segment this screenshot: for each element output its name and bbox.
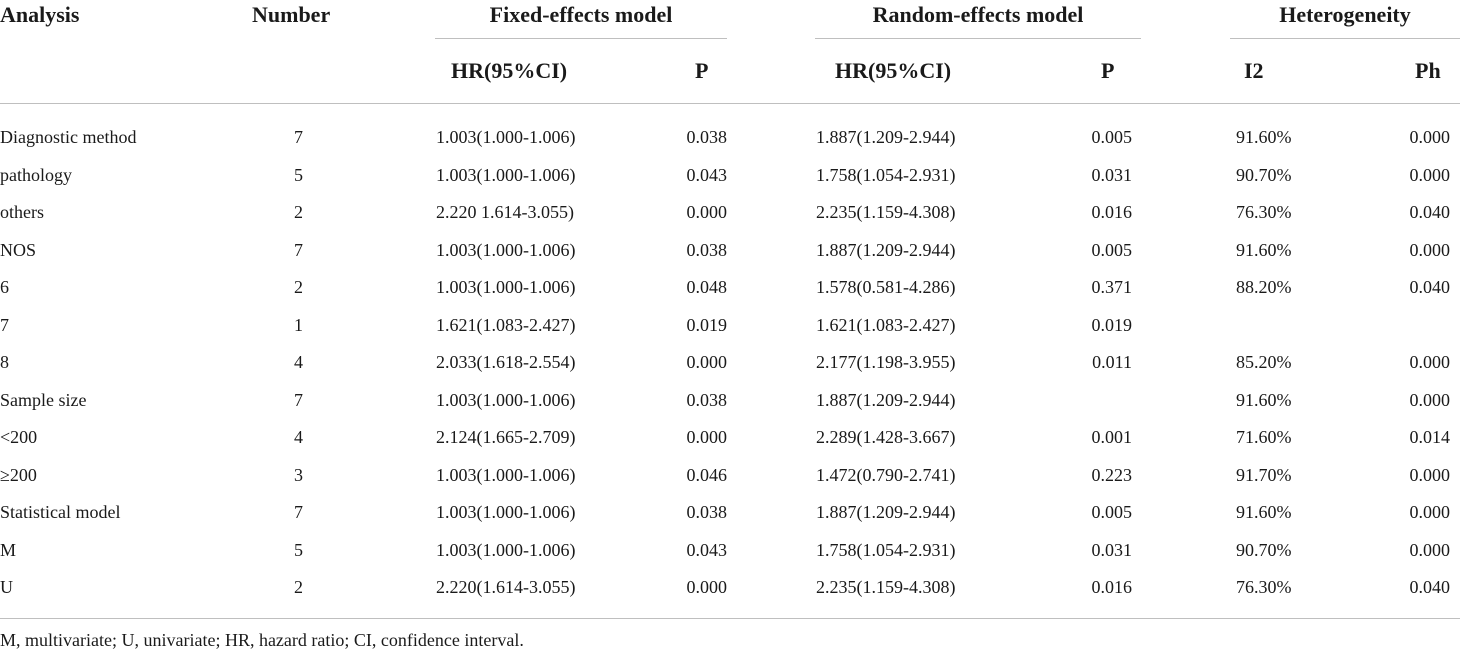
cell-number: 5 bbox=[294, 165, 303, 185]
cell-number: 2 bbox=[294, 277, 303, 297]
fixed-group-rule bbox=[435, 38, 727, 39]
cell-i2: 91.60% bbox=[1236, 127, 1292, 147]
cell-p-random: 0.371 bbox=[1091, 277, 1132, 297]
cell-hr-fixed: 2.124(1.665-2.709) bbox=[436, 427, 576, 447]
cell-p-fixed: 0.000 bbox=[686, 577, 727, 597]
header-p-fixed: P bbox=[695, 58, 709, 83]
cell-p-random: 0.016 bbox=[1091, 577, 1132, 597]
cell-number: 7 bbox=[294, 502, 303, 522]
cell-ph: 0.000 bbox=[1409, 352, 1450, 372]
cell-ph: 0.000 bbox=[1409, 240, 1450, 260]
cell-hr-fixed: 1.003(1.000-1.006) bbox=[436, 165, 576, 185]
cell-p-fixed: 0.038 bbox=[686, 240, 727, 260]
cell-analysis: others bbox=[0, 202, 44, 222]
cell-p-fixed: 0.000 bbox=[686, 202, 727, 222]
cell-hr-fixed: 1.003(1.000-1.006) bbox=[436, 465, 576, 485]
cell-hr-fixed: 2.220(1.614-3.055) bbox=[436, 577, 576, 597]
cell-analysis: ≥200 bbox=[0, 465, 37, 485]
cell-p-random: 0.019 bbox=[1091, 315, 1132, 335]
cell-ph: 0.000 bbox=[1409, 465, 1450, 485]
cell-p-random: 0.005 bbox=[1091, 240, 1132, 260]
header-heterogeneity: Heterogeneity bbox=[1279, 2, 1411, 27]
cell-p-fixed: 0.000 bbox=[686, 427, 727, 447]
cell-analysis: 7 bbox=[0, 315, 9, 335]
cell-analysis: M bbox=[0, 540, 17, 560]
cell-number: 2 bbox=[294, 577, 303, 597]
cell-hr-fixed: 1.003(1.000-1.006) bbox=[436, 540, 576, 560]
cell-p-fixed: 0.019 bbox=[686, 315, 727, 335]
cell-i2: 91.60% bbox=[1236, 502, 1292, 522]
header-p-random: P bbox=[1101, 58, 1115, 83]
cell-i2: 91.60% bbox=[1236, 390, 1292, 410]
header-hr-random: HR(95%CI) bbox=[835, 58, 952, 83]
cell-p-fixed: 0.038 bbox=[686, 127, 727, 147]
cell-hr-random: 2.235(1.159-4.308) bbox=[816, 202, 956, 222]
cell-hr-fixed: 1.003(1.000-1.006) bbox=[436, 277, 576, 297]
cell-analysis: U bbox=[0, 577, 13, 597]
cell-analysis: 8 bbox=[0, 352, 9, 372]
cell-hr-random: 2.289(1.428-3.667) bbox=[816, 427, 956, 447]
cell-p-fixed: 0.043 bbox=[686, 540, 727, 560]
cell-p-random: 0.011 bbox=[1092, 352, 1132, 372]
cell-hr-fixed: 2.033(1.618-2.554) bbox=[436, 352, 576, 372]
cell-p-fixed: 0.043 bbox=[686, 165, 727, 185]
cell-hr-random: 1.887(1.209-2.944) bbox=[816, 127, 956, 147]
header-bottom-rule bbox=[0, 103, 1460, 104]
random-group-rule bbox=[815, 38, 1141, 39]
cell-p-fixed: 0.038 bbox=[686, 390, 727, 410]
cell-p-fixed: 0.048 bbox=[686, 277, 727, 297]
cell-i2: 76.30% bbox=[1236, 202, 1292, 222]
cell-ph: 0.014 bbox=[1409, 427, 1450, 447]
cell-p-fixed: 0.038 bbox=[686, 502, 727, 522]
cell-p-random: 0.005 bbox=[1091, 502, 1132, 522]
cell-hr-random: 1.758(1.054-2.931) bbox=[816, 540, 956, 560]
header-random-effects: Random-effects model bbox=[872, 2, 1084, 27]
cell-analysis: <200 bbox=[0, 427, 38, 447]
cell-number: 3 bbox=[294, 465, 303, 485]
cell-p-fixed: 0.000 bbox=[686, 352, 727, 372]
cell-hr-random: 1.887(1.209-2.944) bbox=[816, 240, 956, 260]
cell-ph: 0.040 bbox=[1409, 202, 1450, 222]
table-footnote: M, multivariate; U, univariate; HR, hazard ratio; CI, confidence interval. bbox=[0, 630, 524, 650]
cell-hr-random: 1.472(0.790-2.741) bbox=[816, 465, 956, 485]
cell-i2: 76.30% bbox=[1236, 577, 1292, 597]
cell-hr-fixed: 2.220 1.614-3.055) bbox=[436, 202, 574, 222]
cell-number: 7 bbox=[294, 127, 303, 147]
cell-analysis: 6 bbox=[0, 277, 9, 297]
cell-hr-random: 1.758(1.054-2.931) bbox=[816, 165, 956, 185]
cell-p-random: 0.016 bbox=[1091, 202, 1132, 222]
header-ph: Ph bbox=[1415, 58, 1441, 83]
cell-p-random: 0.001 bbox=[1091, 427, 1132, 447]
cell-ph: 0.000 bbox=[1409, 540, 1450, 560]
cell-hr-random: 2.235(1.159-4.308) bbox=[816, 577, 956, 597]
cell-hr-fixed: 1.003(1.000-1.006) bbox=[436, 240, 576, 260]
cell-i2: 90.70% bbox=[1236, 165, 1292, 185]
cell-analysis: NOS bbox=[0, 240, 37, 260]
cell-hr-random: 1.578(0.581-4.286) bbox=[816, 277, 956, 297]
cell-p-random: 0.031 bbox=[1091, 540, 1132, 560]
cell-analysis: Sample size bbox=[0, 390, 87, 410]
cell-i2: 71.60% bbox=[1236, 427, 1292, 447]
header-i2: I2 bbox=[1244, 58, 1264, 83]
cell-analysis: pathology bbox=[0, 165, 72, 185]
header-fixed-effects: Fixed-effects model bbox=[489, 2, 673, 27]
header-hr-fixed: HR(95%CI) bbox=[451, 58, 568, 83]
cell-ph: 0.040 bbox=[1409, 277, 1450, 297]
cell-analysis: Statistical model bbox=[0, 502, 121, 522]
heterogeneity-group-rule bbox=[1230, 38, 1460, 39]
cell-hr-fixed: 1.003(1.000-1.006) bbox=[436, 502, 576, 522]
cell-p-random: 0.031 bbox=[1091, 165, 1132, 185]
cell-hr-random: 1.887(1.209-2.944) bbox=[816, 390, 956, 410]
cell-analysis: Diagnostic method bbox=[0, 127, 137, 147]
cell-i2: 91.70% bbox=[1236, 465, 1292, 485]
cell-hr-fixed: 1.003(1.000-1.006) bbox=[436, 127, 576, 147]
cell-number: 4 bbox=[294, 427, 303, 447]
cell-hr-random: 2.177(1.198-3.955) bbox=[816, 352, 956, 372]
cell-i2: 91.60% bbox=[1236, 240, 1292, 260]
cell-number: 5 bbox=[294, 540, 303, 560]
cell-i2: 85.20% bbox=[1236, 352, 1292, 372]
cell-hr-random: 1.621(1.083-2.427) bbox=[816, 315, 956, 335]
cell-ph: 0.000 bbox=[1409, 390, 1450, 410]
cell-ph: 0.000 bbox=[1409, 502, 1450, 522]
cell-ph: 0.000 bbox=[1409, 165, 1450, 185]
cell-number: 2 bbox=[294, 202, 303, 222]
cell-p-random: 0.005 bbox=[1091, 127, 1132, 147]
cell-i2: 88.20% bbox=[1236, 277, 1292, 297]
header-number: Number bbox=[252, 2, 331, 27]
cell-number: 4 bbox=[294, 352, 303, 372]
cell-number: 7 bbox=[294, 240, 303, 260]
cell-i2: 90.70% bbox=[1236, 540, 1292, 560]
cell-ph: 0.000 bbox=[1409, 127, 1450, 147]
cell-hr-fixed: 1.621(1.083-2.427) bbox=[436, 315, 576, 335]
header-analysis: Analysis bbox=[0, 2, 80, 27]
cell-number: 1 bbox=[294, 315, 303, 335]
cell-p-fixed: 0.046 bbox=[686, 465, 727, 485]
cell-ph: 0.040 bbox=[1409, 577, 1450, 597]
cell-p-random: 0.223 bbox=[1091, 465, 1132, 485]
cell-hr-random: 1.887(1.209-2.944) bbox=[816, 502, 956, 522]
cell-hr-fixed: 1.003(1.000-1.006) bbox=[436, 390, 576, 410]
table-bottom-rule bbox=[0, 618, 1460, 619]
cell-number: 7 bbox=[294, 390, 303, 410]
